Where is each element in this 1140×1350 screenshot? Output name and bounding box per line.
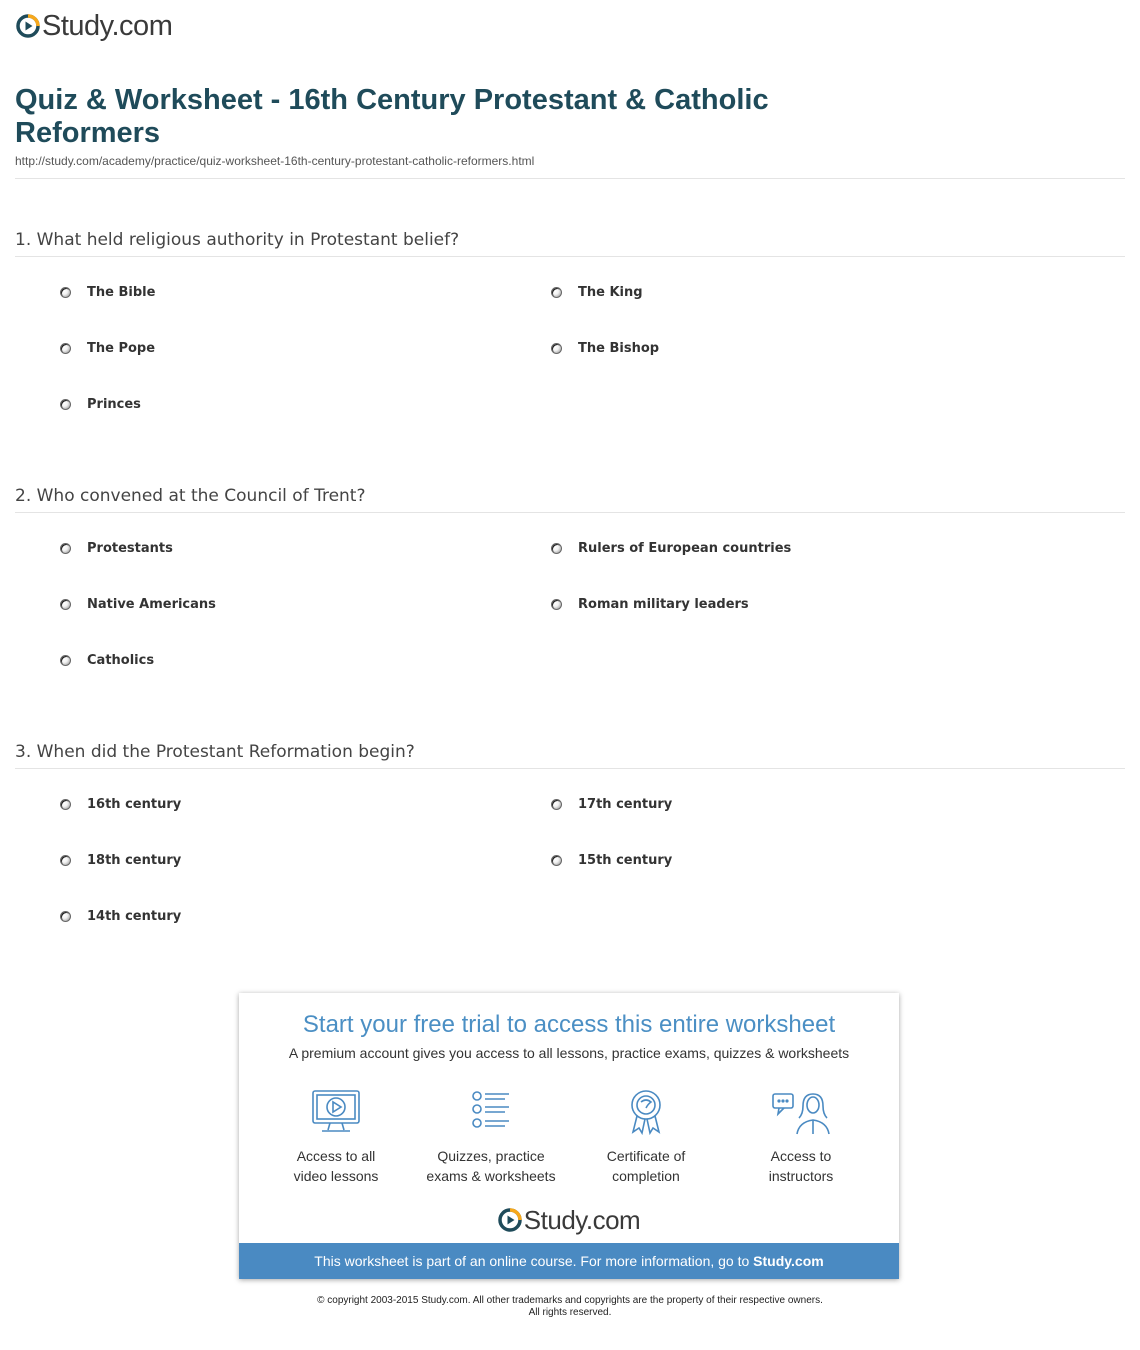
radio-button[interactable] xyxy=(551,543,562,554)
page-title: Quiz & Worksheet - 16th Century Protestant & Catholic Reformers xyxy=(15,84,769,149)
question-3 xyxy=(15,738,1125,769)
radio-button[interactable] xyxy=(551,799,562,810)
answer-label: Roman military leaders xyxy=(578,596,749,612)
question-divider xyxy=(15,512,1125,513)
answer-option[interactable] xyxy=(551,850,672,870)
answer-option[interactable] xyxy=(60,794,181,814)
video-monitor-icon xyxy=(310,1088,362,1136)
answer-label: The Pope xyxy=(87,340,156,356)
answer-label: 17th century xyxy=(578,796,673,812)
answer-option[interactable] xyxy=(60,850,181,870)
answer-option[interactable] xyxy=(60,394,141,414)
study-logo-text: Study.com xyxy=(42,9,173,42)
answer-label: Native Americans xyxy=(87,596,216,612)
question-1 xyxy=(15,226,1125,257)
answer-label: Protestants xyxy=(87,540,173,556)
promo-subline: A premium account gives you access to all lessons, practice exams, quizzes & worksheets xyxy=(288,1045,850,1061)
answer-option[interactable] xyxy=(60,538,173,558)
promo-headline[interactable]: Start your free trial to access this entire worksheet xyxy=(302,1011,836,1038)
checklist-icon xyxy=(465,1088,517,1136)
answer-option[interactable] xyxy=(551,338,659,358)
promo-info-bar xyxy=(239,1243,899,1279)
answer-label: 15th century xyxy=(578,852,673,868)
feature-label-line2: exams & worksheets xyxy=(426,1168,556,1184)
rights-line: All rights reserved. xyxy=(528,1307,612,1318)
feature-label xyxy=(261,1146,411,1186)
answer-option[interactable] xyxy=(60,650,154,670)
answer-option[interactable] xyxy=(551,594,749,614)
radio-button[interactable] xyxy=(551,343,562,354)
feature-label xyxy=(571,1146,721,1186)
study-logo-mark-icon xyxy=(498,1208,522,1232)
answer-label: Catholics xyxy=(87,652,155,668)
instructor-chat-icon xyxy=(771,1088,831,1136)
feature-quizzes xyxy=(416,1088,566,1186)
feature-label-line2: completion xyxy=(612,1168,680,1184)
question-divider xyxy=(15,256,1125,257)
radio-button[interactable] xyxy=(60,655,71,666)
answer-option[interactable] xyxy=(60,594,216,614)
answer-label: Princes xyxy=(87,396,141,412)
question-divider xyxy=(15,768,1125,769)
radio-button[interactable] xyxy=(60,287,71,298)
copyright-line: © copyright 2003-2015 Study.com. All other trademarks and copyrights are the property of their respective owners. xyxy=(317,1295,823,1306)
answer-label: The King xyxy=(578,284,643,300)
feature-label xyxy=(726,1146,876,1186)
answer-label: Rulers of European countries xyxy=(578,540,792,556)
study-link[interactable]: Study.com xyxy=(753,1253,824,1269)
header-divider xyxy=(15,178,1125,179)
radio-button[interactable] xyxy=(551,599,562,610)
copyright-footer xyxy=(0,1295,1140,1319)
question-text: 2. Who convened at the Council of Trent? xyxy=(15,486,366,506)
answer-label: 18th century xyxy=(87,852,182,868)
answer-label: The Bible xyxy=(87,284,156,300)
question-text: 1. What held religious authority in Protestant belief? xyxy=(15,230,460,250)
answer-option[interactable] xyxy=(551,282,643,302)
answer-label: 14th century xyxy=(87,908,182,924)
feature-video-lessons xyxy=(261,1088,411,1186)
answer-option[interactable] xyxy=(60,282,155,302)
radio-button[interactable] xyxy=(60,543,71,554)
promo-bar-text: This worksheet is part of an online course. For more information, go to xyxy=(314,1253,754,1269)
study-logo-text: Study.com xyxy=(523,1205,641,1235)
feature-label-line1: Quizzes, practice xyxy=(437,1148,545,1164)
radio-button[interactable] xyxy=(60,855,71,866)
radio-button[interactable] xyxy=(551,287,562,298)
feature-label-line1: Access to xyxy=(770,1148,832,1164)
feature-label-line1: Certificate of xyxy=(606,1148,686,1164)
answer-label: 16th century xyxy=(87,796,182,812)
question-2 xyxy=(15,482,1125,513)
premium-promo-box xyxy=(239,993,899,1279)
radio-button[interactable] xyxy=(60,599,71,610)
answer-option[interactable] xyxy=(60,338,155,358)
answer-label: The Bishop xyxy=(578,340,660,356)
radio-button[interactable] xyxy=(60,343,71,354)
promo-study-logo[interactable] xyxy=(239,1207,899,1233)
question-text: 3. When did the Protestant Reformation begin? xyxy=(15,742,415,762)
study-logo-mark-icon xyxy=(16,14,40,38)
radio-button[interactable] xyxy=(60,799,71,810)
answer-option[interactable] xyxy=(60,906,181,926)
radio-button[interactable] xyxy=(551,855,562,866)
feature-label-line1: Access to all xyxy=(296,1148,376,1164)
page-url[interactable]: http://study.com/academy/practice/quiz-worksheet-16th-century-protestant-catholic-reformers.html xyxy=(15,154,535,168)
study-logo[interactable] xyxy=(16,10,172,42)
radio-button[interactable] xyxy=(60,399,71,410)
radio-button[interactable] xyxy=(60,911,71,922)
feature-label-line2: instructors xyxy=(768,1168,834,1184)
feature-instructors xyxy=(726,1088,876,1186)
answer-option[interactable] xyxy=(551,794,672,814)
answer-option[interactable] xyxy=(551,538,791,558)
feature-label-line2: video lessons xyxy=(293,1168,379,1184)
feature-label xyxy=(416,1146,566,1186)
feature-certificate xyxy=(571,1088,721,1186)
certificate-ribbon-icon xyxy=(620,1088,672,1136)
